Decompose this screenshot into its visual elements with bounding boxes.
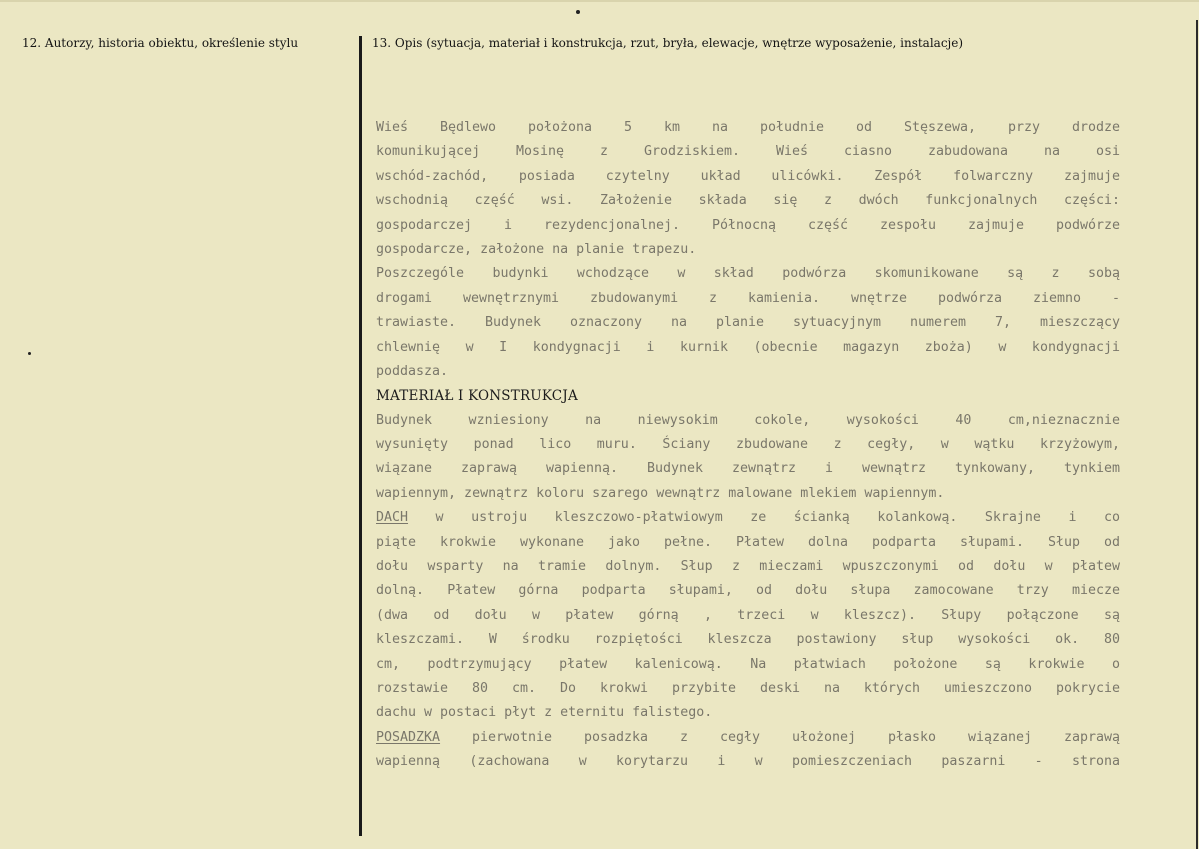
line-text: Wieś Będlewo położona 5 km na południe od Stęszewa, przy drodze <box>376 120 1120 135</box>
line-text: cm, podtrzymujący płatew kalenicową. Na płatwiach położone są krokwie o <box>376 656 1120 672</box>
line-text: piąte krokwie wykonane jako pełne. Płatew dolna podparta słupami. Słup od <box>376 534 1120 550</box>
line-text: Poszczególe budynki wchodzące w skład podwórza skomunikowane są z sobą <box>376 266 1120 282</box>
line-text: pierwotnie posadzka z cegły ułożonej płasko wiązanej zaprawą <box>440 729 1120 745</box>
description-line <box>376 677 1120 701</box>
line-text: wschodnią część wsi. Założenie składa się z dwóch funkcjonalnych części: <box>376 193 1120 209</box>
description-line <box>376 336 1120 360</box>
line-text: chlewnię w I kondygnacji i kurnik (obecnie magazyn zboża) w kondygnacji <box>376 339 1120 355</box>
description-line <box>376 360 1120 384</box>
description-line <box>376 653 1120 677</box>
line-text: trawiaste. Budynek oznaczony na planie sytuacyjnym numerem 7, mieszczący <box>376 315 1120 331</box>
description-text <box>376 116 1120 775</box>
line-text: gospodarczej i rezydencjonalnej. Północną część zespołu zajmuje podwórze <box>376 217 1120 233</box>
description-line <box>376 433 1120 457</box>
scan-top-edge <box>0 0 1199 2</box>
field-13-heading: 13. Opis (sytuacja, materiał i konstrukcja, rzut, bryła, elewacje, wnętrze wyposażenie, instalacje) <box>372 36 964 50</box>
field-12-heading: 12. Autorzy, historia obiektu, określenie stylu <box>22 36 299 50</box>
description-line <box>376 287 1120 311</box>
description-line <box>376 506 1120 530</box>
description-line <box>376 165 1120 189</box>
description-line <box>376 311 1120 335</box>
line-text: w ustroju kleszczowo-płatwiowym ze ścianką kolankową. Skrajne i co <box>408 510 1120 526</box>
description-line <box>376 189 1120 213</box>
line-text: dachu w postaci płyt z eternitu falistego. <box>376 705 713 721</box>
line-text: komunikującej Mosinę z Grodziskiem. Wieś ciasno zabudowana na osi <box>376 144 1120 160</box>
section-heading: MATERIAŁ I KONSTRUKCJA <box>376 388 578 405</box>
description-line <box>376 555 1120 579</box>
description-line <box>376 604 1120 628</box>
line-text: drogami wewnętrznymi zbudowanymi z kamienia. wnętrze podwórza ziemno - <box>376 290 1120 306</box>
column-divider <box>359 36 362 836</box>
line-text: poddasza. <box>376 363 449 379</box>
line-text: rozstawie 80 cm. Do krokwi przybite deski na których umieszczono pokrycie <box>376 680 1120 696</box>
ink-speck <box>576 10 580 14</box>
description-line <box>376 482 1120 506</box>
description-line <box>376 726 1120 750</box>
description-line <box>376 262 1120 286</box>
line-text: dołu wsparty na tramie dolnym. Słup z mieczami wpuszczonymi od dołu w płatew <box>376 559 1120 575</box>
line-text: kleszczami. W środku rozpiętości kleszcza postawiony słup wysokości ok. 80 <box>376 632 1120 648</box>
description-line <box>376 116 1120 140</box>
line-text: dolną. Płatew górna podparta słupami, od dołu słupa zamocowane trzy miecze <box>376 583 1120 599</box>
description-line <box>376 214 1120 238</box>
line-text: wiązane zaprawą wapienną. Budynek zewnątrz i wewnątrz tynkowany, tynkiem <box>376 461 1120 477</box>
line-text: wysunięty ponad lico muru. Ściany zbudowane z cegły, w wątku krzyżowym, <box>376 437 1120 453</box>
description-line <box>376 579 1120 603</box>
section-lead-word: POSADZKA <box>376 729 441 745</box>
description-line <box>376 628 1120 652</box>
line-text: Budynek wzniesiony na niewysokim cokole, wysokości 40 cm,nieznacznie <box>376 412 1120 428</box>
description-line <box>376 409 1120 433</box>
line-text: wschód-zachód, posiada czytelny układ ulicówki. Zespół folwarczny zajmuje <box>376 168 1120 184</box>
line-text: wapiennym, zewnątrz koloru szarego wewnątrz malowane mlekiem wapiennym. <box>376 485 945 501</box>
ink-speck <box>28 352 31 355</box>
section-lead-word: DACH <box>376 510 409 526</box>
line-text: wapienną (zachowana w korytarzu i w pomieszczeniach paszarni - strona <box>376 754 1120 770</box>
line-text: (dwa od dołu w płatew górną , trzeci w kleszcz). Słupy połączone są <box>376 607 1120 623</box>
description-line <box>376 140 1120 164</box>
description-line <box>376 238 1120 262</box>
scan-right-edge <box>1196 20 1198 849</box>
description-line <box>376 531 1120 555</box>
description-line <box>376 457 1120 481</box>
description-line <box>376 701 1120 725</box>
description-line <box>376 750 1120 774</box>
line-text: gospodarcze, założone na planie trapezu. <box>376 241 697 257</box>
